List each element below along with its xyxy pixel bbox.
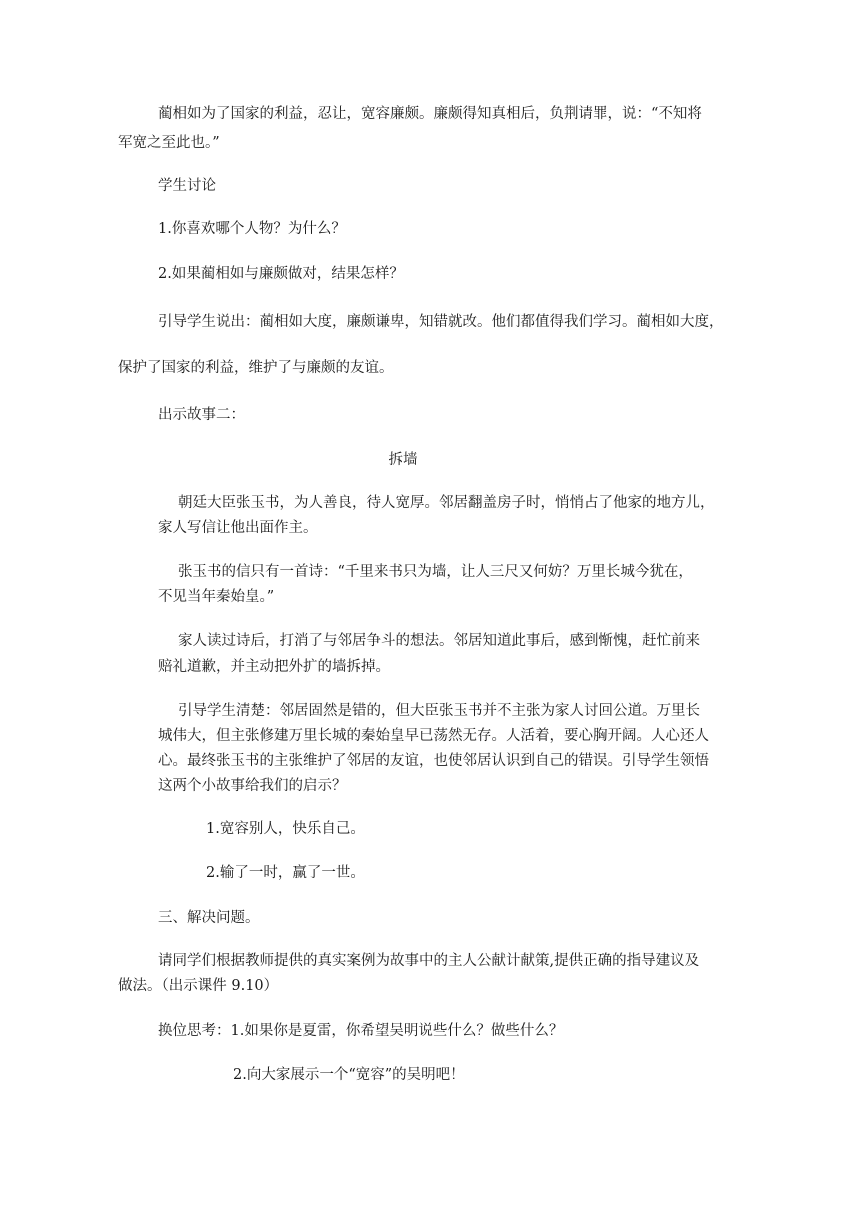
paragraph-text: 城伟大，但主张修建万里长城的秦始皇早已荡然无存。人活着，要心胸开阔。人心还人 (158, 728, 709, 744)
question-item: 2.如果蔺相如与廉颇做对，结果怎样？ (158, 266, 404, 282)
story-paragraph: 朝廷大臣张玉书，为人善良，待人宽厚。邻居翻盖房子时，悄悄占了他家的地方儿， (178, 495, 715, 511)
paragraph-text: 引导学生说出：蔺相如大度，廉颇谦卑，知错就改。他们都值得我们学习。蔺相如大度， (158, 314, 724, 330)
question-item: 1.你喜欢哪个人物？为什么？ (158, 221, 346, 237)
paragraph-text: 蔺相如为了国家的利益，忍让，宽容廉颇。廉颇得知真相后，负荆请罪，说：“不知将 (158, 106, 702, 122)
paragraph-text: 引导学生清楚：邻居固然是错的，但大臣张玉书并不主张为家人讨回公道。万里长 (178, 703, 700, 719)
story-paragraph: 不见当年秦始皇。” (158, 589, 275, 605)
section-heading: 学生讨论 (158, 178, 216, 194)
story-paragraph: 赔礼道歉，并主动把外扩的墙拆掉。 (158, 659, 390, 675)
think-item: 换位思考：1.如果你是夏雷，你希望吴明说些什么？做些什么？ (158, 1023, 564, 1039)
story-title: 拆墙 (388, 452, 418, 468)
paragraph-text: 这两个小故事给我们的启示？ (158, 778, 347, 794)
lesson-item: 1.宽容别人，快乐自己。 (206, 821, 365, 837)
paragraph-text: 保护了国家的利益，维护了与廉颇的友谊。 (118, 360, 394, 376)
paragraph-text: 做法。（出示课件 9.10） (118, 978, 279, 994)
story-paragraph: 家人读过诗后，打消了与邻居争斗的想法。邻居知道此事后，感到惭愧，赶忙前来 (178, 633, 700, 649)
paragraph-text: 军宽之至此也。” (118, 135, 220, 151)
story-paragraph: 张玉书的信只有一首诗：“千里来书只为墙，让人三尺又何妨？万里长城今犹在， (178, 564, 693, 580)
lesson-item: 2.输了一时，赢了一世。 (206, 865, 365, 881)
paragraph-text: 请同学们根据教师提供的真实案例为故事中的主人公献计献策,提供正确的指导建议及 (158, 953, 700, 969)
paragraph-text: 心。最终张玉书的主张维护了邻居的友谊，也使邻居认识到自己的错误。引导学生领悟 (158, 753, 709, 769)
think-item: 2.向大家展示一个“宽容”的吴明吧！ (233, 1067, 465, 1083)
story-paragraph: 家人写信让他出面作主。 (158, 520, 318, 536)
section-heading: 三、解决问题。 (158, 910, 260, 926)
paragraph-text: 出示故事二： (158, 407, 245, 423)
